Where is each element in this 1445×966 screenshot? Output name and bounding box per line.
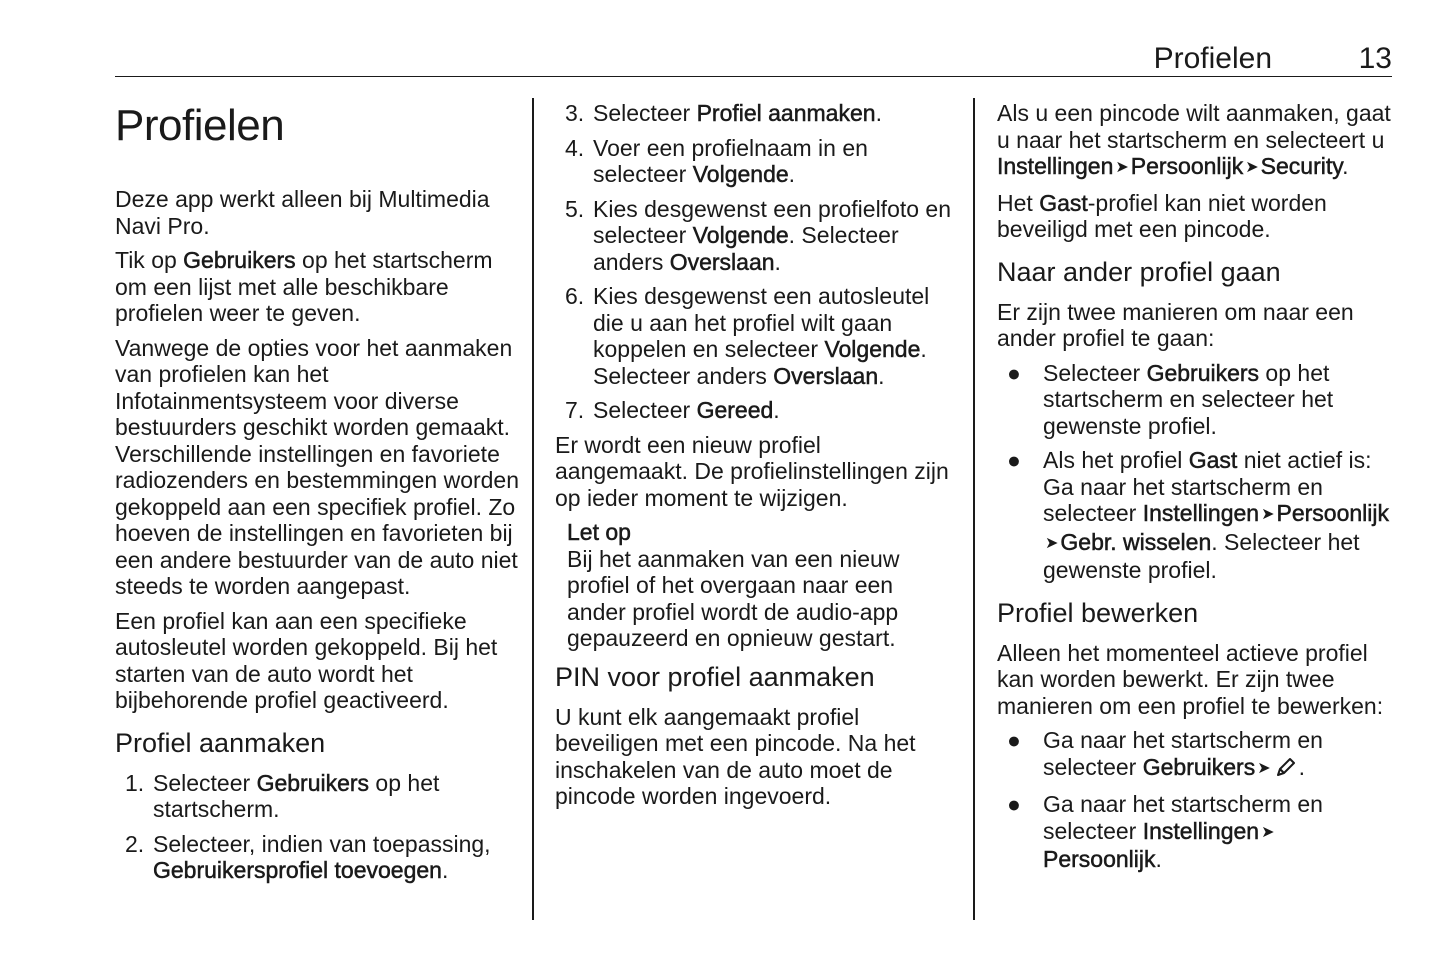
arrow-right-icon: ➤ — [1257, 759, 1271, 777]
paragraph-options: Vanwege de opties voor het aanmaken van profielen kan het Infotainmentsysteem voor diverse bestuurders geschikt worden gemaakt. Verschillende instellingen en favoriete radiozenders en bestemmingen worden gekoppeld aan een specifiek profiel. Zo hoeven de instellingen en favorieten bij een andere bestuurder van de auto niet steeds te worden aangepast. — [115, 334, 520, 599]
arrow-right-icon: ➤ — [1045, 534, 1059, 552]
page-number: 13 — [1358, 42, 1392, 75]
arrow-right-icon: ➤ — [1245, 159, 1259, 176]
heading-profile-create: Profiel aanmaken — [115, 727, 326, 758]
arrow-right-icon: ➤ — [1261, 823, 1275, 841]
edit-item-2: ● Ga naar het startscherm en selecteer Instellingen ➤Persoonlijk. — [1007, 791, 1323, 872]
switch-list — [997, 360, 1395, 584]
steps-list-2 — [555, 100, 955, 424]
step-7: 7. Selecteer Gereed. — [565, 397, 780, 423]
edit-item-1: ● Ga naar het startscherm en selecteer Gebruikers ➤ . — [997, 727, 1395, 783]
step-3: 3. Selecteer Profiel aanmaken. — [565, 100, 882, 126]
paragraph-pin-create: Als u een pincode wilt aanmaken, gaat u naar het startscherm en selecteert u Instellingen ➤Persoonlijk ➤Security. — [997, 100, 1395, 182]
note-body: Bij het aanmaken van een nieuw profiel of het overgaan naar een ander profiel wordt de audio-app gepauzeerd en opnieuw gestart. — [567, 545, 900, 651]
page-header — [115, 38, 1392, 77]
column-3 — [997, 98, 1395, 881]
switch-item-1: ● Selecteer Gebruikers op het startscherm en selecteer het gewenste profiel. — [1007, 359, 1334, 439]
paragraph-intro: Deze app werkt alleen bij Multimedia Navi Pro. — [115, 186, 490, 239]
note-title: Let op — [567, 519, 631, 545]
column-1 — [115, 98, 520, 892]
bullet-icon: ● — [1007, 359, 1021, 386]
paragraph-key: Een profiel kan aan een specifieke autosleutel worden gekoppeld. Bij het starten van de auto wordt het bijbehorende profiel geactiveerd. — [115, 607, 498, 713]
bullet-icon: ● — [1007, 727, 1021, 753]
bullet-icon: ● — [1007, 447, 1021, 473]
paragraph-pin: U kunt elk aangemaakt profiel beveiligen met een pincode. Na het inschakelen van de auto moet de pincode worden ingevoerd. — [555, 703, 916, 809]
header-title: Profielen — [1153, 42, 1272, 75]
column-divider-2 — [973, 98, 975, 920]
heading-pin: PIN voor profiel aanmaken — [555, 661, 875, 692]
paragraph-new-profile: Er wordt een nieuw profiel aangemaakt. De profielinstellingen zijn op ieder moment te wijzigen. — [555, 431, 949, 511]
arrow-right-icon: ➤ — [1115, 159, 1129, 176]
step-6: 6. Kies desgewenst een autosleutel die u aan het profiel wilt gaan koppelen en selecteer Volgende. Selecteer anders Overslaan. — [565, 283, 930, 389]
edit-list — [997, 727, 1395, 873]
pencil-icon — [1275, 756, 1297, 784]
step-2: 2. Selecteer, indien van toepassing, Gebruikersprofiel toevoegen. — [125, 830, 491, 883]
switch-item-2: ● Als het profiel Gast niet actief is: Ga naar het startscherm en selecteer Instellingen ➤Persoonlijk➤Gebr. wisselen. Selecteer het gewenste profiel. — [1007, 447, 1389, 583]
column-2 — [555, 98, 955, 818]
step-5: 5. Kies desgewenst een profielfoto en selecteer Volgende. Selecteer anders Overslaan. — [565, 195, 952, 275]
steps-list-1 — [115, 770, 520, 884]
paragraph-users: Tik op Gebruikers op het startscherm om een lijst met alle beschikbare profielen weer te geven. — [115, 247, 493, 326]
page-title: Profielen — [115, 101, 285, 150]
column-divider-1 — [532, 98, 534, 920]
note-box — [567, 519, 955, 652]
heading-switch-profile: Naar ander profiel gaan — [997, 256, 1281, 287]
paragraph-guest: Het Gast-profiel kan niet worden beveiligd met een pincode. — [997, 189, 1327, 242]
step-1: 1. Selecteer Gebruikers op het startscherm. — [125, 769, 440, 822]
paragraph-switch: Er zijn twee manieren om naar een ander profiel te gaan: — [997, 298, 1354, 351]
bullet-icon: ● — [1007, 791, 1021, 817]
paragraph-edit: Alleen het momenteel actieve profiel kan worden bewerkt. Er zijn twee manieren om een profiel te bewerken: — [997, 639, 1384, 719]
arrow-right-icon: ➤ — [1261, 506, 1275, 523]
step-4: 4. Voer een profielnaam in en selecteer Volgende. — [565, 134, 868, 187]
heading-profile-edit: Profiel bewerken — [997, 597, 1199, 628]
